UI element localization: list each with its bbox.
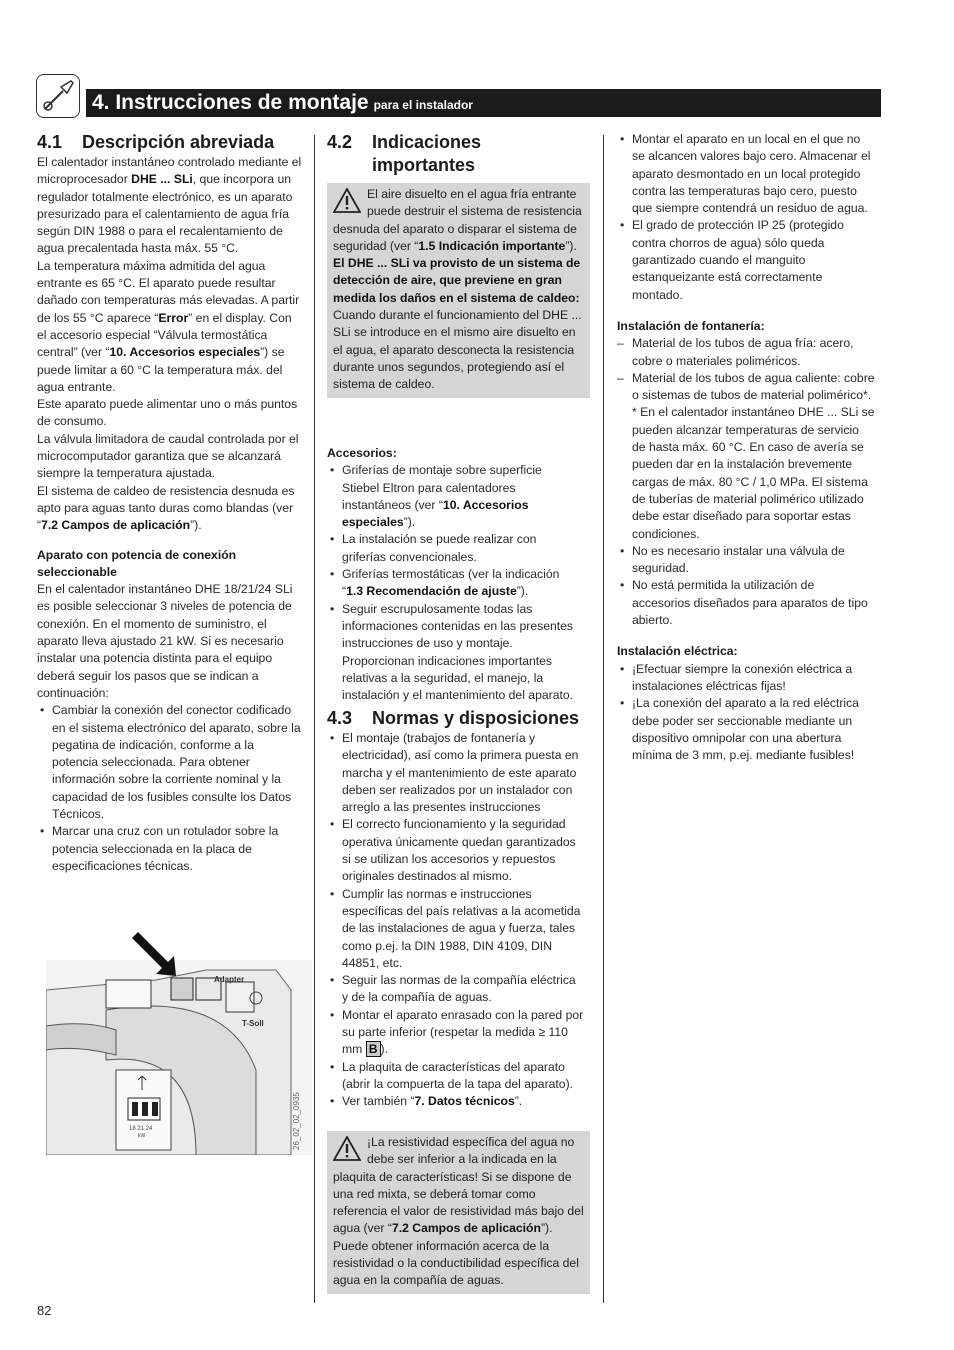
tools-icon	[36, 74, 80, 118]
paragraph: El calentador instantáneo controlado mediante el microprocesador DHE ... SLi, que incorpora un regulador totalmente electrónico, es un aparato presurizado para el calentamiento de agua fría según DIN 1988 o para el recalentamiento de agua precalentada hasta máx. 55 °C.	[37, 155, 302, 256]
warning-icon	[333, 188, 361, 214]
list-item: • Montar el aparato en un local en el que no se alcancen valores bajo cero. Almacenar el aparato desmontado en un local protegido contra las temperaturas bajo cero, puesto que siempre contendrá un residuo de agua.	[617, 131, 875, 217]
warning-note-resistivity: ¡La resistividad específica del agua no debe ser inferior a la indicada en la plaquita de características! Si se dispone de una red mixta, se deberá tomar como referencia el valor de resistividad más bajo del agua (ver “7.2 Campos de aplicación”). Puede obtener información acerca de la resistividad o la conductibilidad específica del agua en la compañía de aguas.	[327, 1131, 590, 1294]
list-item: • No es necesario instalar una válvula de seguridad.	[617, 543, 875, 578]
subheading: Aparato con potencia de conexión seleccionable	[37, 547, 237, 579]
paragraph: En el calentador instantáneo DHE 18/21/24 SLi es posible seleccionar 3 niveles de potencia de conexión. En el momento de suministro, el aparato lleva ajustado 21 kW. Si es necesario instalar una potencia distinta para el equipo deberá seguir los pasos que se indican a continuación:	[37, 582, 293, 700]
list-item: • Seguir las normas de la compañía eléctrica y de la compañía de aguas.	[327, 972, 585, 1007]
bullet-list	[617, 661, 875, 765]
page-number: 82	[37, 1303, 52, 1318]
svg-text:18 21 24: 18 21 24	[129, 1126, 153, 1132]
list-item: • Griferías de montaje sobre superficie Stiebel Eltron para calentadores instantáneos (ver “10. Accesorios especiales”).	[327, 462, 582, 531]
subheading: Instalación de fontanería:	[617, 318, 765, 333]
bullet-list	[37, 702, 303, 875]
svg-text:Adapter: Adapter	[214, 975, 245, 984]
svg-text:kW: kW	[138, 1133, 146, 1139]
list-item: • ¡La conexión del aparato a la red eléctrica debe poder ser seccionable mediante un dispositivo omnipolar con una abertura mínima de 3 mm, p.ej. mediante fusibles!	[617, 695, 875, 764]
list-item: • La instalación se puede realizar con griferías convencionales.	[327, 531, 582, 566]
chapter-subtitle: para el instalador	[373, 98, 473, 112]
list-item: • Griferías termostáticas (ver la indicación “1.3 Recomendación de ajuste”).	[327, 566, 582, 601]
bullet-list	[617, 543, 875, 629]
section-4-1	[37, 131, 303, 875]
paragraph: El sistema de caldeo de resistencia desnuda es apto para aguas tanto duras como blandas (ver “7.2 Campos de aplicación”).	[37, 483, 295, 533]
section-heading: 4.2 Indicaciones importantes	[327, 132, 482, 175]
warning-icon	[333, 1136, 361, 1162]
dash-list	[617, 335, 875, 404]
svg-text:26_02_02_0935: 26_02_02_0935	[292, 1092, 301, 1150]
dimension-marker-b: B	[366, 1041, 381, 1057]
list-item: – Material de los tubos de agua fría: acero, cobre o materiales poliméricos.	[617, 335, 875, 370]
column-divider-2	[603, 135, 604, 1303]
subheading: Accesorios:	[327, 446, 397, 460]
list-item: • El grado de protección IP 25 (protegido contra chorros de agua) sólo queda garantizado cuando el manguito estanqueizante está correctamente montado.	[617, 217, 875, 303]
list-item: – Material de los tubos de agua caliente: cobre o sistemas de tubos de material polimérico*.	[617, 370, 875, 405]
section-4-3	[327, 707, 585, 1111]
column-divider-1	[314, 135, 315, 1303]
paragraph: La válvula limitadora de caudal controlada por el microcomputador garantiza que se alcanzará siempre la temperatura ajustada.	[37, 431, 299, 481]
section-4-2	[327, 131, 592, 177]
list-item: • Ver también “7. Datos técnicos”.	[327, 1093, 585, 1110]
bullet-list	[617, 131, 875, 304]
list-item: • Seguir escrupulosamente todas las informaciones contenidas en las presentes instrucciones de uso y montaje. Proporcionan indicaciones importantes relativas a la seguridad, el manejo, la instalación y el mantenimiento del aparato.	[327, 601, 582, 705]
list-item: • Cumplir las normas e instrucciones específicas del país relativas a la acometida de las instalaciones de agua y fuerza, tales como p.ej. la DIN 1988, DIN 4109, DIN 44851, etc.	[327, 886, 585, 972]
list-item: • Marcar una cruz con un rotulador sobre la potencia seleccionada en la placa de especificaciones técnicas.	[37, 823, 303, 875]
list-item: • ¡Efectuar siempre la conexión eléctrica a instalaciones eléctricas fijas!	[617, 661, 875, 696]
paragraph: La temperatura máxima admitida del agua entrante es 65 °C. El aparato puede resultar dañado con temperaturas más elevadas. A partir de los 55 °C aparece “Error” en el display. Con el accesorio especial “Válvula termostática central” (ver “10. Accesorios especiales”) se puede limitar a 60 °C la temperatura máx. del agua entrante.	[37, 258, 300, 394]
section-heading: 4.3 Normas y disposiciones	[327, 708, 580, 728]
device-connector-figure	[46, 930, 312, 1155]
list-item: • No está permitida la utilización de accesorios diseñados para aparatos de tipo abierto.	[617, 577, 875, 629]
list-item: • La plaquita de características del aparato (abrir la compuerta de la tapa del aparato).	[327, 1059, 585, 1094]
bullet-list	[327, 730, 585, 1111]
list-item: • Cambiar la conexión del conector codificado en el sistema electrónico del aparato, sobre la pegatina de indicación, conforme a la potencia seleccionada. Para obtener información sobre la corriente nominal y la capacidad de los fusibles consulte los Datos Técnicos.	[37, 702, 303, 823]
list-item: • El montaje (trabajos de fontanería y electricidad), así como la primera puesta en marcha y el mantenimiento de este aparato deben ser realizados por un instalador con arreglo a las presentes instrucciones	[327, 730, 585, 816]
svg-text:T-Soll: T-Soll	[242, 1019, 264, 1028]
chapter-header	[86, 89, 881, 117]
bullet-list	[327, 462, 582, 704]
subheading: Instalación eléctrica:	[617, 644, 738, 659]
list-item: • El correcto funcionamiento y la seguridad operativa únicamente quedan garantizados si se utilizan los accesorios y repuestos originales destinados al mismo.	[327, 816, 585, 885]
list-item: • Montar el aparato enrasado con la pared por su parte inferior (respetar la medida ≥ 110 mm B ).	[327, 1007, 585, 1059]
warning-note-air: El aire disuelto en el agua fría entrante puede destruir el sistema de resistencia desnuda del aparato o disparar el sistema de seguridad (ver “1.5 Indicación importante”). El DHE ... SLi va provisto de un sistema de detección de aire, que previene en gran medida los daños en el sistema de caldeo: Cuando durante el funcionamiento del DHE ... SLi se introduce en el mismo aire disuelto en el agua, el aparato desconecta la resistencia durante unos segundos, protegiendo así el sistema de caldeo.	[327, 183, 590, 398]
accessories-block	[327, 445, 582, 704]
section-heading: 4.1 Descripción abreviada	[37, 132, 275, 152]
footnote: * En el calentador instantáneo DHE ... SLi se pueden alcanzar temperaturas de servicio de hasta máx. 60 °C. En caso de avería se pueden dar en la instalación brevemente cargas de máx. 80 °C / 1,0 MPa. El sistema de tuberías de material polimérico utilizado debe estar diseñado para soportar estas condiciones.	[632, 405, 875, 541]
paragraph: Este aparato puede alimentar uno o más puntos de consumo.	[37, 397, 298, 429]
chapter-title: 4. Instrucciones de montaje	[92, 91, 369, 114]
column-3	[617, 131, 875, 764]
